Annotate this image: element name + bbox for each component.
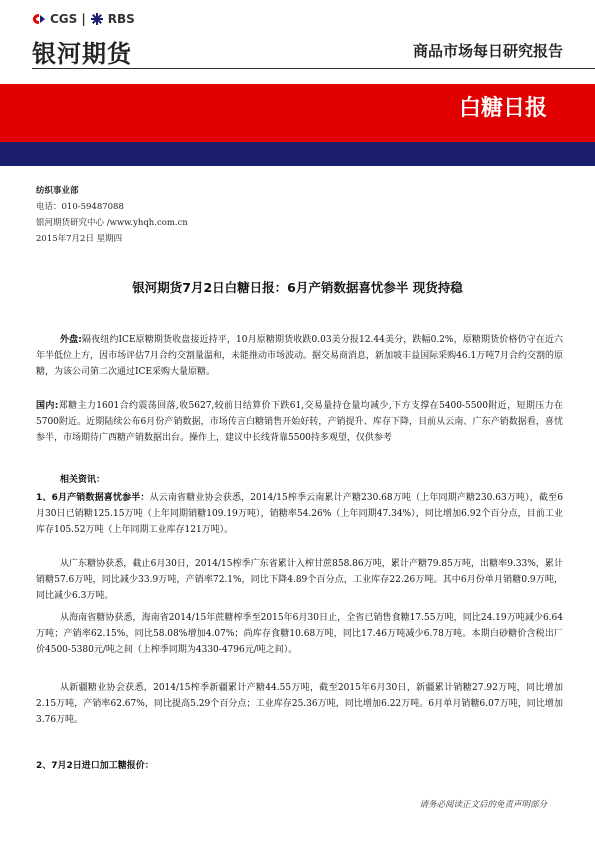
disclaimer-note: 请务必阅读正文后的免责声明部分 <box>419 800 547 810</box>
brand-logo <box>32 12 135 26</box>
phone: 电话：010-59487088 <box>36 202 124 212</box>
report-type-title: 白糖日报 <box>458 96 547 121</box>
domestic-text: 郑糖主力1601合约震荡回落,收5627,较前日结算价下跌61,交易量持仓量均减少,下方支撑在5400-5500附近，短期压力在5700附近。近期陆续公布6月份产销数据，市场传言白糖销售开始好转，产销提升、库存下降，目前从云南、广东产销数据看，喜忧参半，市场期待广西糖产销数据出台。操作上，建议中长线背靠5500持多观望，仅供参考 <box>36 401 563 444</box>
cgs-label: CGS <box>50 12 78 26</box>
hainan-paragraph: 从海南省糖协获悉，海南省2014/15年蔗糖榨季至2015年6月30日止，全省已销售食糖17.55万吨，同比24.19万吨减少6.64万吨；产销率62.15%，同比58.08%增加4.07%；尚库存食糖10.68万吨，同比17.46万吨减少6.78万吨。本期白砂糖价含税出厂价4500-5380元/吨之间（上榨季同期为4330-4796元/吨之间）。 <box>36 613 563 656</box>
cgs-logo-icon <box>32 13 46 25</box>
item1-paragraph <box>36 490 563 539</box>
website: 银河期货研究中心 /www.yhqh.com.cn <box>36 218 188 228</box>
overseas-label: 外盘: <box>60 335 82 345</box>
related-label: 相关资讯： <box>60 475 106 485</box>
separator: | <box>81 12 86 26</box>
item2-label: 2、7月2日进口加工糖报价： <box>36 761 154 771</box>
accent-band <box>0 142 595 166</box>
xinjiang-paragraph: 从新疆糖业协会获悉，2014/15榨季新疆累计产糖44.55万吨，截至2015年6月30日，新疆累计销糖27.92万吨，同比增加2.15万吨，产销率62.67%，同比提高5.29个百分点；工业库存25.36万吨，同比增加6.22万吨。6月单月销糖6.07万吨，同比增加3.76万吨。 <box>36 683 563 726</box>
overseas-text: 隔夜纽约ICE原糖期货收盘接近持平，10月原糖期货收跌0.03美分报12.44美分，跌幅0.2%，原糖期货价格仍守在近六年半低位上方，因市场评估7月合约交割量温和，未能推动市场波动。据交易商消息，新加坡丰益国际采购46.1万吨7月合约交割的原糖，为该公司第二次通过ICE采购大量原糖。 <box>36 335 563 378</box>
item2-heading <box>36 758 563 774</box>
department: 纺织事业部 <box>36 186 79 196</box>
related-heading <box>36 472 563 488</box>
guangdong-paragraph: 从广东糖协获悉，截止6月30日，2014/15榨季广东省累计入榨甘蔗858.86万吨，累计产糖79.85万吨，出糖率9.33%，累计销糖57.6万吨，同比减少33.9万吨，产销率72.1%，同比下降4.89个百分点，工业库存22.26万吨。其中6月份单月销糖0.9万吨，同比减少6.3万吨。 <box>36 559 563 602</box>
item1-label: 1、6月产销数据喜忧参半： <box>36 493 150 503</box>
header-divider <box>32 68 595 69</box>
domestic-label: 国内: <box>36 401 59 411</box>
rbs-label: RBS <box>107 12 135 26</box>
domestic-paragraph <box>36 398 563 447</box>
page-title: 银河期货7月2日白糖日报：6月产销数据喜忧参半 现货持稳 <box>132 280 463 295</box>
report-series-title: 商品市场每日研究报告 <box>412 42 563 60</box>
report-header <box>0 0 595 84</box>
company-name: 银河期货 <box>32 40 132 68</box>
report-meta <box>36 183 188 247</box>
report-date: 2015年7月2日 星期四 <box>36 234 123 244</box>
rbs-logo-icon <box>90 13 104 25</box>
item1-text: 从云南省糖业协会获悉，2014/15榨季云南累计产糖230.68万吨（上年同期产糖230.63万吨），截至6月30日已销糖125.15万吨（上年同期销糖109.19万吨），销糖率54.26%（上年同期47.34%），同比增加6.92个百分点，目前工业库存105.52万吨（上年同期工业库存121万吨）。 <box>36 493 563 536</box>
overseas-paragraph <box>36 332 563 381</box>
